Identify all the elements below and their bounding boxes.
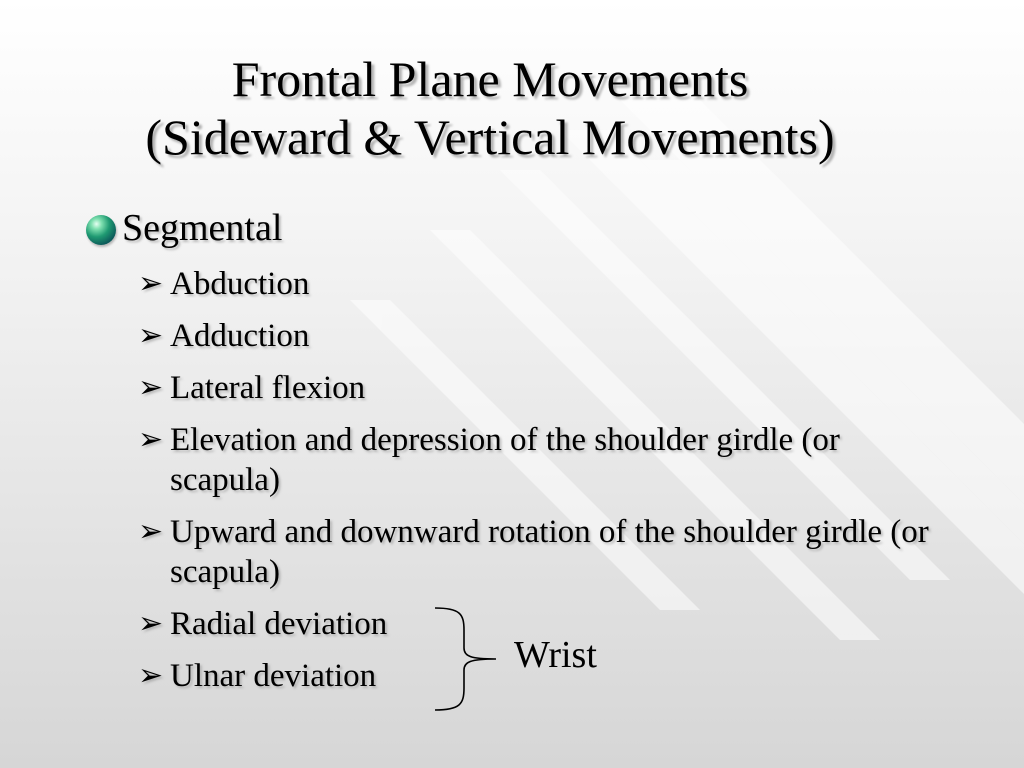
arrowhead-bullet-icon: ➢ [138, 658, 164, 693]
list-item [138, 512, 958, 592]
item-text: Elevation and depression of the shoulder girdle (or scapula) [170, 422, 840, 498]
arrowhead-bullet-icon: ➢ [138, 318, 164, 353]
title-line-1: Frontal Plane Movements [231, 51, 749, 107]
item-text: Ulnar deviation [170, 658, 377, 694]
level1-bullet [86, 206, 282, 250]
list-item [138, 368, 958, 408]
item-text: Radial deviation [170, 606, 388, 642]
title-line-2: (Sideward & Vertical Movements) [145, 109, 835, 165]
item-text: Upward and downward rotation of the shoulder girdle (or scapula) [170, 514, 929, 590]
brace-label: Wrist [514, 634, 597, 676]
arrowhead-bullet-icon: ➢ [138, 370, 164, 405]
level1-label: Segmental [122, 207, 283, 249]
item-text: Abduction [170, 266, 310, 302]
list-item [138, 316, 958, 356]
arrowhead-bullet-icon: ➢ [138, 514, 164, 549]
arrowhead-bullet-icon: ➢ [138, 606, 164, 641]
list-item [138, 420, 958, 500]
slide-title [0, 50, 980, 166]
right-brace-icon [430, 604, 500, 714]
arrowhead-bullet-icon: ➢ [138, 422, 164, 457]
sphere-bullet-icon [86, 215, 116, 245]
list-item [138, 264, 958, 304]
item-text: Adduction [170, 318, 310, 354]
arrowhead-bullet-icon: ➢ [138, 266, 164, 301]
item-text: Lateral flexion [170, 370, 366, 406]
